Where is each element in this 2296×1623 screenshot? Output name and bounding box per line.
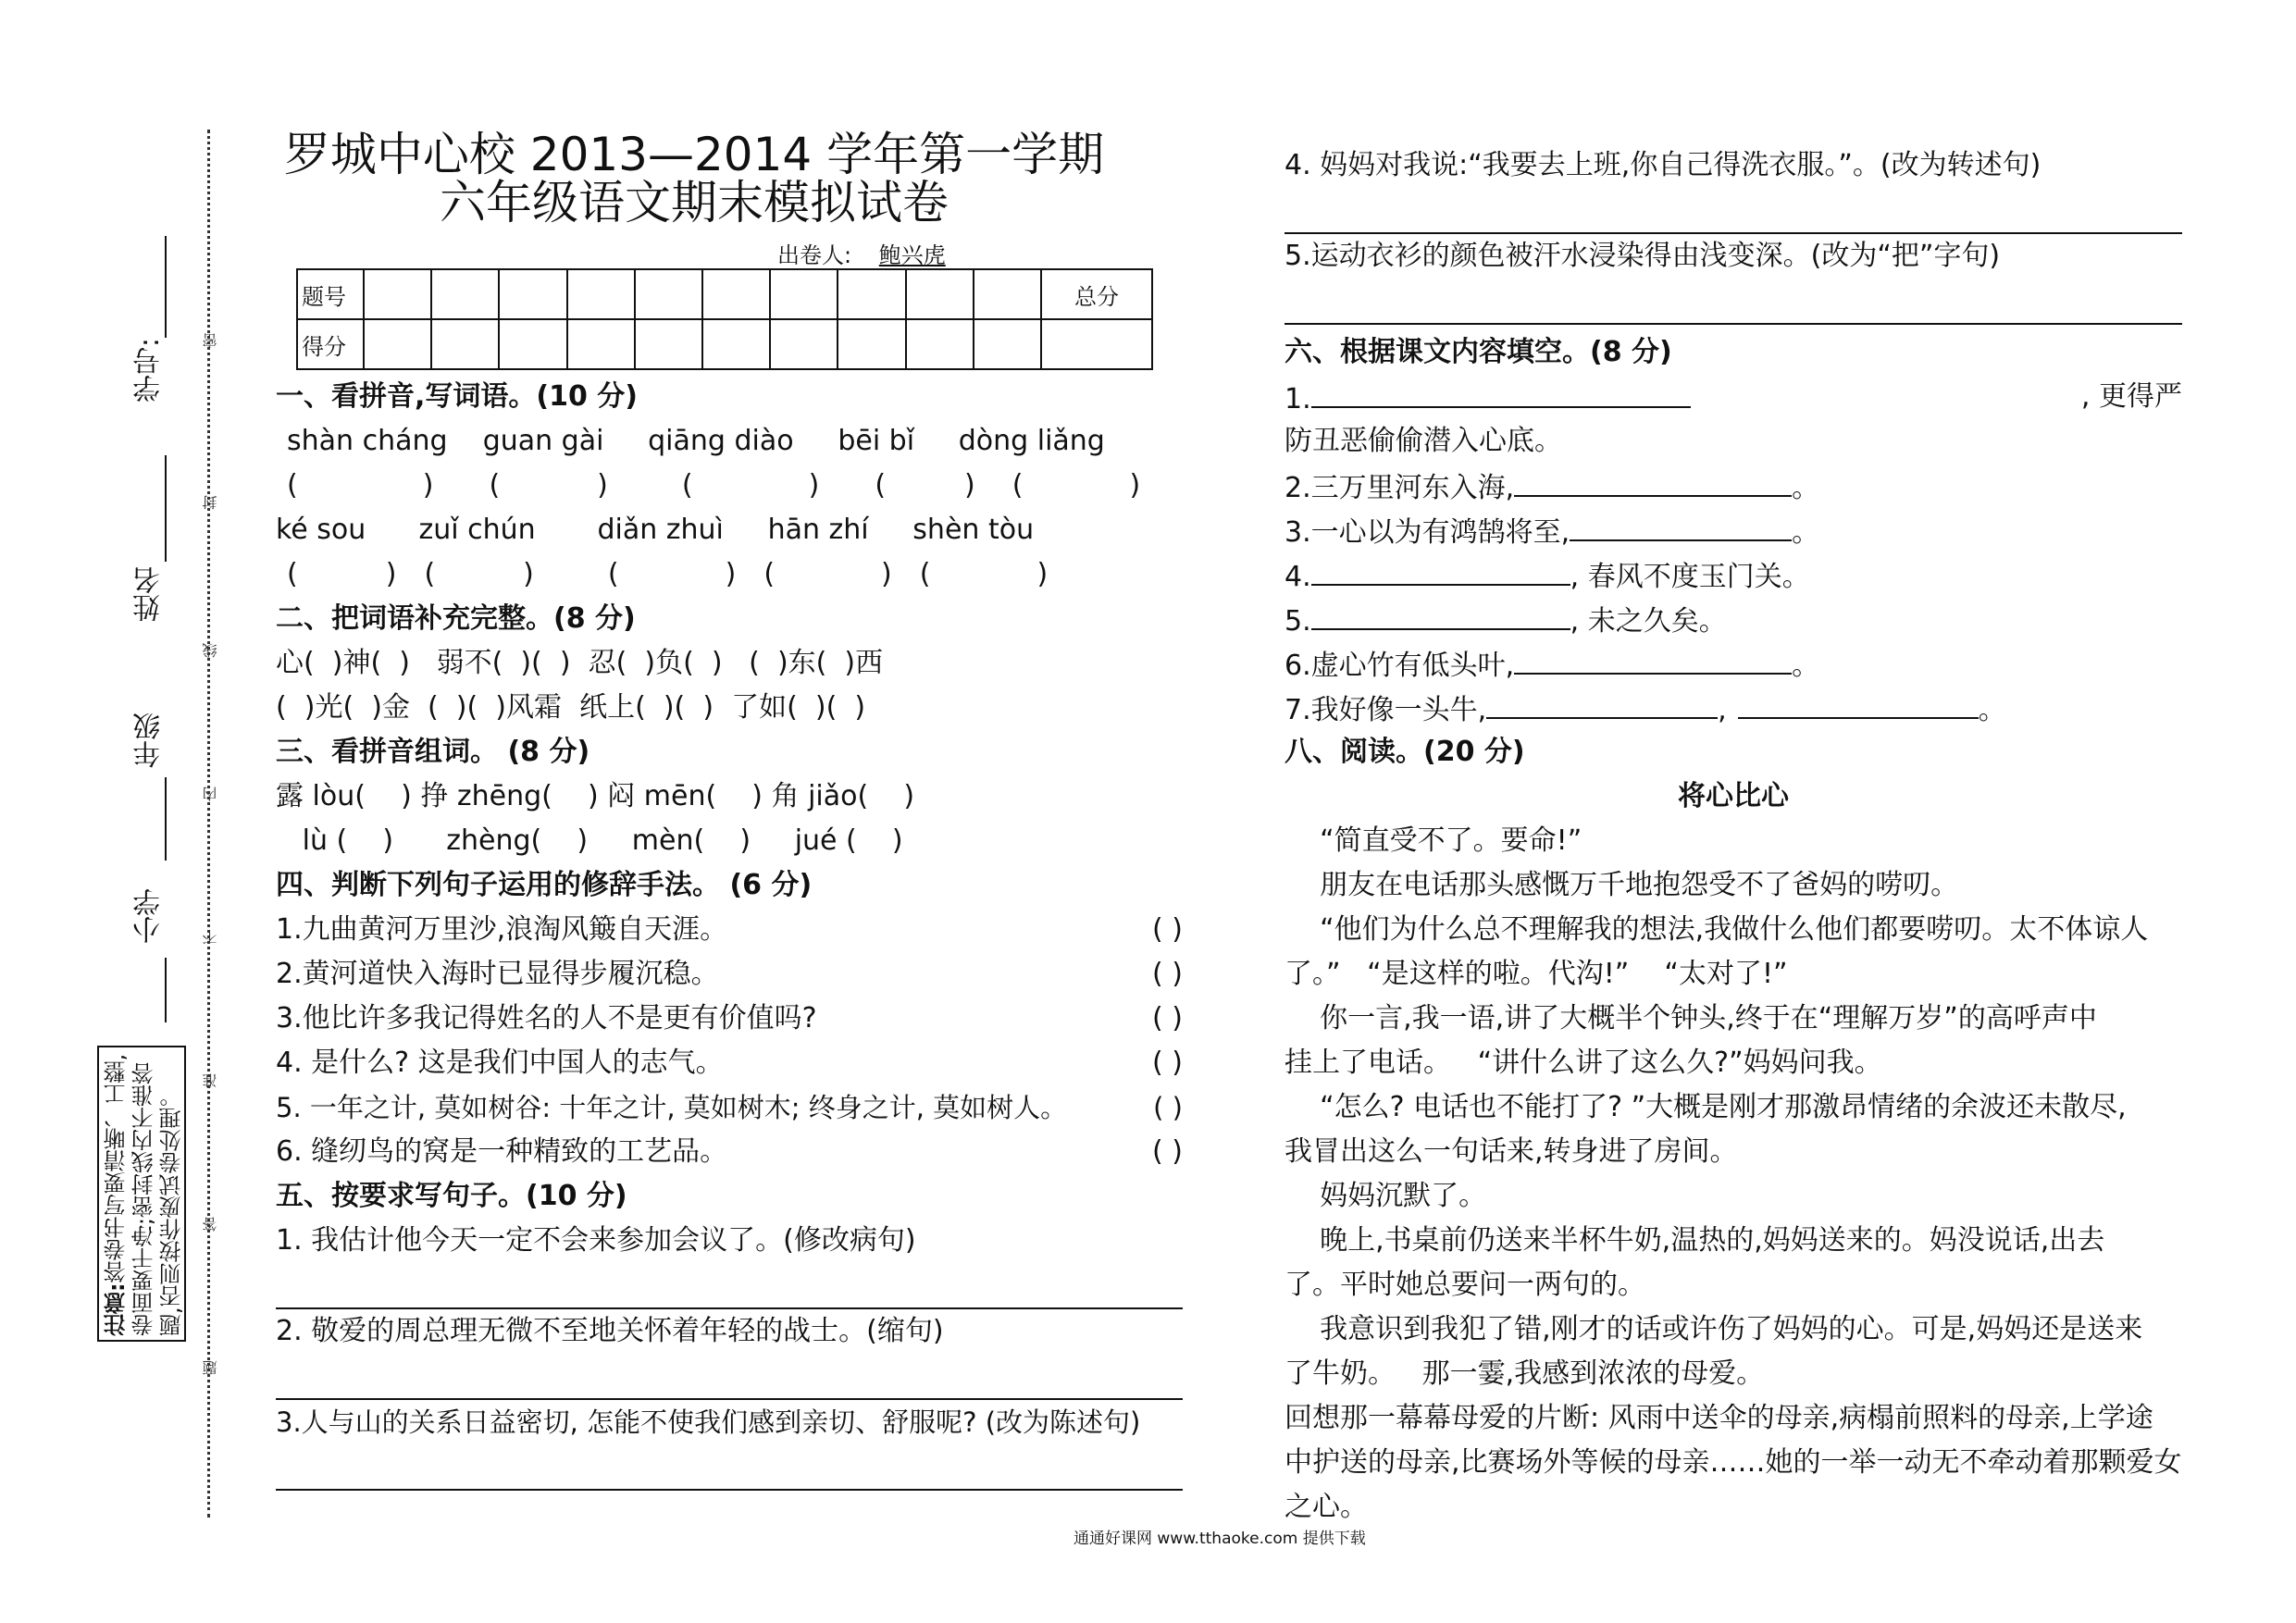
article-line: 了。平时她总要问一两句的。 (1285, 1269, 1645, 1301)
fill-blank[interactable] (1311, 597, 1570, 630)
punct: 。 (1792, 472, 1820, 504)
fill-item-6 (1285, 641, 2182, 686)
article-line: 中护送的母亲,比赛场外等候的母亲……她的一举一动无不牵动着那颗爱女 (1285, 1446, 2182, 1479)
name-label: 姓名 (133, 566, 166, 622)
rhetoric-text: 5. 一年之计, 莫如树谷: 十年之计, 莫如树木; 终身之计, 莫如树人。 (276, 1092, 1068, 1123)
fill-item-7 (1285, 686, 2182, 730)
rhetoric-text: 6. 缝纫鸟的窝是一种精致的工艺品。 (276, 1135, 728, 1168)
article-line: 我意识到我犯了错,刚才的话或许伤了妈妈的心。可是,妈妈还是送来 (1285, 1313, 2143, 1345)
score-total-cell[interactable] (1041, 319, 1152, 369)
article-line: 我冒出这么一句话来,转身进了房间。 (1285, 1135, 1738, 1168)
paren: ( (607, 558, 619, 590)
score-row1-label: 题号 (297, 269, 364, 319)
paren: ) (964, 469, 975, 502)
notice-label: 注意: (104, 1282, 130, 1336)
paren: ) (422, 469, 434, 502)
fill-item-1 (1285, 375, 2182, 419)
paren: ( (919, 558, 931, 590)
paren: ) (1129, 469, 1141, 502)
section-5-title: 五、按要求写句子。(10 分) (276, 1180, 627, 1212)
notice-text: 答卷书写要清晰、工整,卷面要干净;密封线内不准答题,否则按作废试卷处理。 (104, 1053, 185, 1336)
fill-text: 6.虚心竹有低头叶, (1285, 650, 1515, 682)
score-total-label: 总分 (1041, 269, 1152, 319)
fill-text: 7.我好像一头牛, (1285, 694, 1487, 726)
school-line (165, 958, 167, 1022)
score-cell[interactable] (906, 269, 974, 319)
seal-char: 线 (202, 643, 219, 658)
paren: ( (1011, 469, 1024, 502)
answer-paren-row-1[interactable] (276, 464, 1183, 508)
article-line: 回想那一幕幕母爱的片断: 风雨中送伞的母亲,病榻前照料的母亲,上学途 (1285, 1402, 2153, 1434)
score-cell[interactable] (906, 319, 974, 369)
pinyin-word: zuǐ chún (418, 514, 536, 546)
paren: ) (725, 558, 737, 590)
rhetoric-answer[interactable]: ( ) (1152, 1047, 1183, 1079)
paren: ( (763, 558, 776, 590)
pinyin-word: shèn tòu (912, 514, 1035, 546)
fill-item-2 (1285, 464, 2182, 508)
fill-blank[interactable] (1514, 641, 1792, 675)
sentence-task: 2. 敬爱的周总理无微不至地关怀着年轻的战士。(缩句) (276, 1315, 944, 1347)
right-column (1285, 143, 2182, 1530)
sentence-task: 1. 我估计他今天一定不会来参加会议了。(修改病句) (276, 1224, 916, 1257)
pinyin-row-1 (276, 419, 1183, 464)
page-title: 罗城中心校 2013—2014 学年第一学期 (283, 128, 1105, 181)
fill-blank[interactable] (1514, 464, 1792, 497)
rhetoric-item (276, 1041, 1183, 1085)
rhetoric-answer[interactable]: ( ) (1152, 913, 1183, 946)
rhetoric-text: 2.黄河道快入海时已显得步履沉稳。 (276, 958, 719, 990)
fill-blank[interactable] (1570, 508, 1792, 541)
punct: , (1718, 694, 1727, 726)
paren: ) (881, 558, 892, 590)
student-number-line (165, 236, 167, 338)
article-title: 将心比心 (1678, 780, 1789, 812)
paren: ( (287, 469, 298, 502)
footer-credit: 通通好课网 www.tthaoke.com 提供下载 (1074, 1530, 1366, 1548)
fill-item-1-cont: 防丑恶偷偷潜入心底。 (1285, 425, 1562, 457)
score-cell[interactable] (974, 269, 1041, 319)
score-cell[interactable] (364, 319, 431, 369)
pinyin-group-line-2[interactable]: lù ( ) zhèng( ) mèn( ) jué ( ) (276, 824, 903, 857)
section-3-title: 三、看拼音组词。 (8 分) (276, 736, 590, 768)
score-cell[interactable] (567, 319, 635, 369)
fill-item-4 (1285, 552, 2182, 597)
article-line: 晚上,书桌前仍送来半杯牛奶,温热的,妈妈送来的。妈没说话,出去 (1285, 1224, 2105, 1257)
rhetoric-answer[interactable]: ( ) (1152, 958, 1183, 990)
paren: ( (424, 558, 436, 590)
pinyin-row-2 (276, 508, 1183, 552)
article-line: 了。” “是这样的啦。代沟!” “太对了!” (1285, 958, 1788, 990)
seal-char: 答 (202, 1217, 219, 1232)
spacer (1285, 188, 2182, 230)
seal-char: 封 (202, 495, 219, 510)
name-line (165, 455, 167, 562)
article-line: 朋友在电话那头感慨万千地抱怨受不了爸妈的唠叨。 (1285, 869, 1959, 901)
article-line: 妈妈沉默了。 (1285, 1180, 1487, 1212)
fill-text: 3.一心以为有鸿鹄将至, (1285, 516, 1570, 549)
fill-blank[interactable] (1311, 552, 1570, 586)
paren: ) (523, 558, 534, 590)
sentence-task: 3.人与山的关系日益密切, 怎能不使我们感到亲切、舒服呢? (改为陈述句) (276, 1406, 1141, 1438)
student-number-label: 学号: (133, 338, 166, 403)
article-line: 之心。 (1285, 1491, 1368, 1523)
fill-tail: , 未之久矣。 (1570, 605, 1727, 638)
score-row-points (297, 319, 1152, 369)
paren: ) (597, 469, 608, 502)
rhetoric-item (276, 997, 1183, 1041)
paren: ( (489, 469, 501, 502)
article-line: 你一言,我一语,讲了大概半个钟头,终于在“理解万岁”的高呼声中 (1285, 1002, 2097, 1035)
seal-char: 密 (202, 333, 219, 348)
fill-num: 5. (1285, 605, 1311, 638)
rhetoric-text: 3.他比许多我记得姓名的人不是更有价值吗? (276, 1002, 817, 1035)
grade-line (165, 777, 167, 861)
sentence-task: 5.运动衣衫的颜色被汗水浸染得由浅变深。(改为“把”字句) (1285, 240, 2001, 272)
pinyin-word: hān zhí (767, 514, 869, 546)
page-subtitle: 六年级语文期末模拟试卷 (440, 176, 949, 229)
fill-num: 4. (1285, 561, 1311, 593)
pinyin-word: dòng liǎng (958, 425, 1105, 457)
rhetoric-answer[interactable]: ( ) (1152, 1002, 1183, 1035)
section-8-title: 八、阅读。(20 分) (1285, 736, 1525, 768)
rhetoric-text: 1.九曲黄河万里沙,浪淘风簸自天涯。 (276, 913, 728, 946)
spacer (276, 1444, 1183, 1487)
score-table (296, 268, 1153, 370)
idiom-line-1[interactable]: 心( )神( ) 弱不( )( ) 忍( )负( ) ( )东( )西 (276, 647, 884, 679)
fill-item-5 (1285, 597, 2182, 641)
answer-line[interactable] (1285, 321, 2182, 325)
score-cell[interactable] (364, 269, 431, 319)
paren: ( (875, 469, 887, 502)
fill-blank[interactable] (1486, 686, 1718, 719)
fill-item-3 (1285, 508, 2182, 552)
rhetoric-text: 4. 是什么? 这是我们中国人的志气。 (276, 1047, 724, 1079)
article-line: 挂上了电话。 “讲什么讲了这么久?”妈妈问我。 (1285, 1047, 1882, 1079)
score-cell[interactable] (702, 319, 770, 369)
rhetoric-item (276, 952, 1183, 997)
score-cell[interactable] (702, 269, 770, 319)
school-label: 小学 (133, 888, 166, 944)
score-cell[interactable] (770, 319, 838, 369)
seal-char: 不 (202, 930, 219, 945)
notice-box (97, 1046, 186, 1342)
fill-tail: , 更得严 (2080, 380, 2182, 413)
sentence-task: 4. 妈妈对我说:“我要去上班,你自己得洗衣服。”。(改为转述句) (1285, 149, 2042, 181)
pinyin-group-line-1[interactable]: 露 lòu( ) 挣 zhēng( ) 闷 mēn( ) 角 jiǎo( ) (276, 780, 915, 812)
pinyin-word: shàn cháng (287, 425, 448, 457)
score-cell[interactable] (635, 319, 702, 369)
paren: ( (681, 469, 693, 502)
fill-blank[interactable] (1311, 375, 1691, 408)
paren: ) (808, 469, 820, 502)
author-label: 出卷人: (777, 242, 852, 268)
punct: 。 (1792, 650, 1820, 682)
score-cell[interactable] (974, 319, 1041, 369)
fill-tail: , 春风不度玉门关。 (1570, 561, 1810, 593)
score-cell[interactable] (838, 319, 905, 369)
section-1-title: 一、看拼音,写词语。(10 分) (276, 380, 639, 413)
fill-num: 1. (1285, 383, 1311, 415)
section-2-title: 二、把词语补充完整。(8 分) (276, 602, 636, 635)
section-4-title: 四、判断下列句子运用的修辞手法。 (6 分) (276, 869, 813, 901)
punct: 。 (1792, 516, 1820, 549)
score-cell[interactable] (431, 269, 499, 319)
paren: ) (1036, 558, 1049, 590)
fill-blank[interactable] (1738, 686, 1979, 719)
rhetoric-item (276, 908, 1183, 952)
seal-char: 准 (202, 1073, 219, 1088)
answer-line[interactable] (276, 1487, 1183, 1491)
article-line: 了牛奶。 那一霎,我感到浓浓的母爱。 (1285, 1357, 1765, 1390)
score-cell[interactable] (635, 269, 702, 319)
rhetoric-answer[interactable]: ( ) (1153, 1092, 1183, 1123)
pinyin-word: bēi bǐ (838, 425, 915, 457)
author-name: 鲍兴虎 (878, 242, 946, 268)
paren: ( (287, 558, 298, 590)
rhetoric-item (276, 1085, 1183, 1130)
section-6-title: 六、根据课文内容填空。(8 分) (1285, 336, 1672, 368)
article-line: “简直受不了。要命!” (1285, 824, 1582, 857)
score-row2-label: 得分 (297, 319, 364, 369)
grade-label: 年级 (133, 712, 166, 768)
rhetoric-answer[interactable]: ( ) (1152, 1135, 1183, 1168)
score-cell[interactable] (499, 269, 566, 319)
rhetoric-item (276, 1130, 1183, 1174)
score-cell[interactable] (499, 319, 566, 369)
paren: ) (385, 558, 397, 590)
score-cell[interactable] (770, 269, 838, 319)
punct: 。 (1978, 694, 2006, 726)
pinyin-word: diǎn zhuì (597, 514, 724, 546)
score-cell[interactable] (431, 319, 499, 369)
spacer (276, 1354, 1183, 1396)
score-cell[interactable] (567, 269, 635, 319)
seal-char: 内 (202, 787, 219, 801)
article-line: “他们为什么总不理解我的想法,我做什么他们都要唠叨。太不体谅人 (1285, 913, 2149, 946)
pinyin-word: guan gài (482, 425, 604, 457)
left-column (276, 375, 1183, 1491)
author-line (777, 237, 966, 269)
seal-char: 题 (202, 1360, 219, 1375)
fill-text: 2.三万里河东入海, (1285, 472, 1515, 504)
spacer (1285, 279, 2182, 321)
answer-paren-row-2[interactable] (276, 552, 1183, 597)
score-cell[interactable] (838, 269, 905, 319)
idiom-line-2[interactable]: ( )光( )金 ( )( )风霜 纸上( )( ) 了如( )( ) (276, 691, 866, 724)
pinyin-word: qiāng diào (648, 425, 794, 457)
score-row-numbers (297, 269, 1152, 319)
pinyin-word: ké sou (276, 514, 366, 546)
article-body (1285, 819, 2182, 1530)
spacer (276, 1263, 1183, 1306)
article-line: “怎么? 电话也不能打了? ”大概是刚才那激昂情绪的余波还未散尽, (1285, 1091, 2127, 1123)
